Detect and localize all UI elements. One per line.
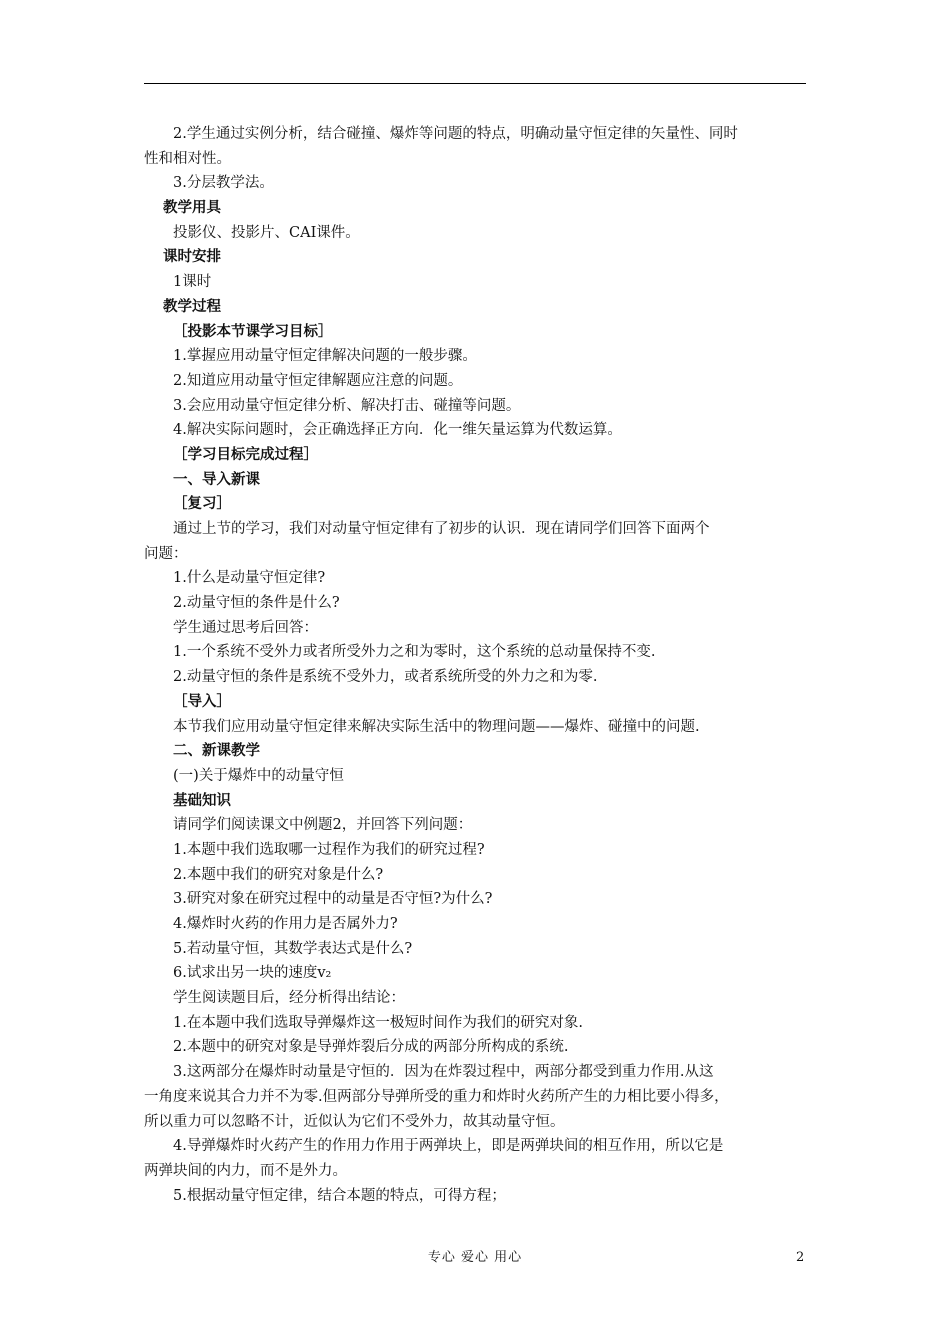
- text-line: 3.分层教学法。: [173, 175, 274, 192]
- section-heading: 二、新课教学: [173, 742, 260, 760]
- text-line: 4.解决实际问题时，会正确选择正方向．化一维矢量运算为代数运算。: [173, 422, 622, 439]
- section-heading: 课时安排: [163, 248, 221, 266]
- text-line: 2.动量守恒的条件是系统不受外力，或者系统所受的外力之和为零.: [173, 669, 598, 686]
- text-line: 4.爆炸时火药的作用力是否属外力?: [173, 916, 398, 932]
- text-line: 2.本题中我们的研究对象是什么?: [173, 866, 384, 883]
- text-line: 请同学们阅读课文中例题2，并回答下列问题：: [173, 817, 473, 834]
- section-heading: ［复习］: [173, 495, 231, 513]
- text-line: 2.动量守恒的条件是什么?: [173, 595, 340, 612]
- footer-motto: 专心 爱心 用心: [427, 1250, 523, 1265]
- text-line: 所以重力可以忽略不计，近似认为它们不受外力，故其动量守恒。: [144, 1113, 565, 1130]
- text-line: 2.知道应用动量守恒定律解题应注意的问题。: [173, 372, 463, 389]
- text-line: (一)关于爆炸中的动量守恒: [173, 767, 344, 784]
- text-line: 投影仪、投影片、CAI课件。: [173, 224, 360, 241]
- text-line: 本节我们应用动量守恒定律来解决实际生活中的物理问题——爆炸、碰撞中的问题.: [173, 718, 700, 735]
- text-line: 1.什么是动量守恒定律?: [173, 570, 326, 587]
- text-line: 1.掌握应用动量守恒定律解决问题的一般步骤。: [173, 348, 477, 365]
- text-line: 两弹块间的内力，而不是外力。: [144, 1162, 347, 1179]
- text-line: 学生通过思考后回答：: [173, 619, 318, 636]
- text-line: 6.试求出另一块的速度v₂: [173, 965, 332, 982]
- text-line: 1.一个系统不受外力或者所受外力之和为零时，这个系统的总动量保持不变.: [173, 644, 656, 661]
- text-line: 2.学生通过实例分析，结合碰撞、爆炸等问题的特点，明确动量守恒定律的矢量性、同时: [173, 126, 738, 142]
- page-number: 2: [796, 1250, 805, 1265]
- text-line: 5.若动量守恒，其数学表达式是什么?: [173, 940, 413, 957]
- text-line: 5.根据动量守恒定律，结合本题的特点，可得方程；: [173, 1187, 506, 1204]
- text-line: 1课时: [173, 274, 212, 291]
- text-line: 3.会应用动量守恒定律分析、解决打击、碰撞等问题。: [173, 397, 521, 414]
- text-line: 3.研究对象在研究过程中的动量是否守恒?为什么?: [173, 891, 493, 908]
- text-line: 学生阅读题目后，经分析得出结论：: [173, 990, 405, 1007]
- text-line: 1.在本题中我们选取导弹爆炸这一极短时间作为我们的研究对象.: [173, 1014, 583, 1031]
- section-heading: 教学用具: [163, 199, 221, 217]
- header-rule: [144, 83, 806, 84]
- section-heading: 一、导入新课: [173, 470, 260, 488]
- text-line: 2.本题中的研究对象是导弹炸裂后分成的两部分所构成的系统.: [173, 1039, 569, 1056]
- text-line: 1.本题中我们选取哪一过程作为我们的研究过程?: [173, 841, 485, 858]
- text-line: 性和相对性。: [144, 150, 231, 167]
- section-heading: ［投影本节课学习目标］: [173, 322, 333, 340]
- document-body: [144, 122, 808, 1208]
- text-line: 3.这两部分在爆炸时动量是守恒的．因为在炸裂过程中，两部分都受到重力作用.从这: [173, 1064, 714, 1081]
- section-heading: ［导入］: [173, 692, 231, 710]
- text-line: 一角度来说其合力并不为零.但两部分导弹所受的重力和炸时火药所产生的力相比要小得多，: [144, 1088, 729, 1105]
- text-line: 问题：: [144, 545, 188, 562]
- section-heading: ［学习目标完成过程］: [173, 445, 318, 463]
- text-line: 通过上节的学习，我们对动量守恒定律有了初步的认识．现在请同学们回答下面两个: [173, 521, 710, 537]
- section-heading: 基础知识: [173, 791, 231, 809]
- section-heading: 教学过程: [163, 297, 221, 315]
- text-line: 4.导弹爆炸时火药产生的作用力作用于两弹块上，即是两弹块间的相互作用，所以它是: [173, 1138, 724, 1155]
